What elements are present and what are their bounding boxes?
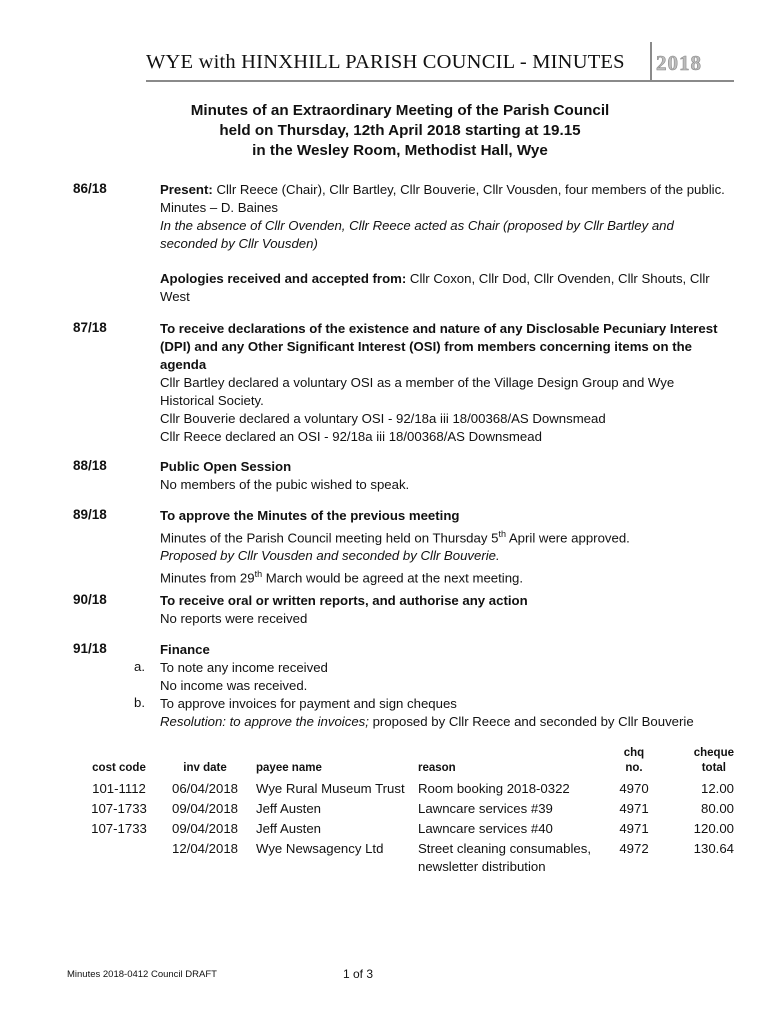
meeting-title xyxy=(100,101,700,161)
cell-inv-date: 09/04/2018 xyxy=(171,821,238,836)
apologies-paragraph xyxy=(160,270,725,306)
sub-item-a-text: To note any income received xyxy=(160,660,328,675)
header-payee: payee name xyxy=(256,762,322,774)
table-row xyxy=(80,800,734,820)
header-year: 2018 xyxy=(656,51,702,75)
resolution-line xyxy=(160,713,725,731)
cell-cost-code: 101-1112 xyxy=(92,781,146,796)
cell-chq-no: 4970 xyxy=(619,781,649,796)
cell-total: 12.00 xyxy=(700,781,734,796)
ordinal-suffix: th xyxy=(254,569,263,580)
header-separator xyxy=(650,42,652,82)
header-cost-code: cost code xyxy=(92,762,146,774)
declaration-3: Cllr Reece declared an OSI - 92/18a iii 18/00368/AS Downsmead xyxy=(160,429,542,444)
header-chq-top: chq xyxy=(623,747,645,759)
cell-cost-code xyxy=(80,840,158,878)
table-row xyxy=(80,840,734,878)
header-reason: reason xyxy=(418,762,456,774)
item-number: 89/18 xyxy=(73,507,107,522)
cell-cost-code: 107-1733 xyxy=(91,821,147,836)
header-title: WYE with HINXHILL PARISH COUNCIL - MINUTES xyxy=(146,51,625,73)
resolution-text: proposed by Cllr Reece and seconded by Cllr Bouverie xyxy=(368,714,694,729)
declaration-1: Cllr Bartley declared a voluntary OSI as a member of the Village Design Group and Wye Historical Society. xyxy=(160,375,675,408)
item-body xyxy=(160,507,725,588)
item-heading: Finance xyxy=(160,642,210,657)
cell-inv-date: 09/04/2018 xyxy=(171,801,238,816)
cell-inv-date: 12/04/2018 xyxy=(171,841,238,856)
table-header-row xyxy=(80,746,734,780)
resolution-label: Resolution: to approve the invoices; xyxy=(160,714,369,729)
item-number: 90/18 xyxy=(73,592,107,607)
footer-document-name: Minutes 2018-0412 Council DRAFT xyxy=(67,969,217,980)
header-cheque-top: cheque xyxy=(693,747,734,759)
deferral-text-start: Minutes from 29 xyxy=(160,570,255,586)
cell-reason: Lawncare services #40 xyxy=(418,821,553,836)
item-number: 91/18 xyxy=(73,641,107,656)
cell-reason: Room booking 2018-0322 xyxy=(418,781,570,796)
header-cheque-bottom: total xyxy=(701,762,726,774)
cell-payee: Wye Newsagency Ltd xyxy=(256,841,384,856)
cell-payee: Jeff Austen xyxy=(256,801,322,816)
header-chq-bottom: no. xyxy=(625,762,643,774)
table-row xyxy=(80,820,734,840)
sub-item-b-text: To approve invoices for payment and sign cheques xyxy=(160,696,457,711)
present-paragraph xyxy=(160,181,725,217)
header-cheque-total xyxy=(664,746,734,780)
title-line-1: Minutes of an Extraordinary Meeting of the Parish Council xyxy=(190,102,610,119)
cell-chq-no: 4972 xyxy=(619,841,649,856)
cell-payee: Jeff Austen xyxy=(256,821,322,836)
header-rule xyxy=(146,80,734,82)
cell-reason: Lawncare services #39 xyxy=(418,801,553,816)
cell-chq-no: 4971 xyxy=(619,801,649,816)
deferral-text-end: March would be agreed at the next meeting. xyxy=(262,570,524,586)
cell-total: 130.64 xyxy=(693,841,734,856)
apologies-text: Cllr Coxon, Cllr Dod, Cllr Ovenden, Cllr Shouts, Cllr West xyxy=(160,271,710,304)
cell-cost-code: 107-1733 xyxy=(91,801,147,816)
ordinal-suffix: th xyxy=(498,529,506,539)
header-chq-no xyxy=(604,746,664,780)
item-number: 88/18 xyxy=(73,458,107,473)
present-text: Cllr Reece (Chair), Cllr Bartley, Cllr Bouverie, Cllr Vousden, four members of the public. Minutes – D. Baines xyxy=(160,182,725,215)
approval-line xyxy=(160,525,725,547)
item-text: No members of the pubic wished to speak. xyxy=(160,477,410,492)
footer-page-number: 1 of 3 xyxy=(343,967,374,981)
cell-inv-date: 06/04/2018 xyxy=(171,781,238,796)
item-body xyxy=(160,641,725,731)
proposal-line: Proposed by Cllr Vousden and seconded by Cllr Bouverie. xyxy=(160,548,500,564)
present-label: Present: xyxy=(160,182,213,197)
cell-chq-no: 4971 xyxy=(619,821,649,836)
invoice-table xyxy=(80,746,734,878)
item-heading: Public Open Session xyxy=(160,459,292,474)
table-row xyxy=(80,780,734,800)
deferral-line xyxy=(160,565,725,587)
item-body xyxy=(160,458,725,494)
cell-payee: Wye Rural Museum Trust xyxy=(256,781,405,796)
sub-item-letter-b: b. xyxy=(134,695,145,710)
cell-reason: Street cleaning consumables, newsletter distribution xyxy=(418,841,592,874)
page-header xyxy=(146,42,734,82)
item-number: 87/18 xyxy=(73,320,107,335)
title-line-2: held on Thursday, 12th April 2018 starting at 19.15 xyxy=(219,122,581,139)
item-heading: To receive oral or written reports, and authorise any action xyxy=(160,593,528,608)
approval-text-start: Minutes of the Parish Council meeting held on Thursday 5 xyxy=(160,530,499,546)
cell-total: 120.00 xyxy=(693,821,734,836)
sub-item-letter-a: a. xyxy=(134,659,145,674)
cell-total: 80.00 xyxy=(700,801,734,816)
apologies-label: Apologies received and accepted from: xyxy=(160,271,407,286)
title-line-3: in the Wesley Room, Methodist Hall, Wye xyxy=(252,142,548,159)
item-number: 86/18 xyxy=(73,181,107,196)
item-heading: To receive declarations of the existence and nature of any Disclosable Pecuniary Interest (DPI) and any Other Significant Interest (OSI) from members concerning items on the agenda xyxy=(160,321,718,372)
item-heading: To approve the Minutes of the previous meeting xyxy=(160,508,460,523)
approval-text-end: April were approved. xyxy=(505,530,630,546)
item-text: No reports were received xyxy=(160,611,308,626)
absence-note: In the absence of Cllr Ovenden, Cllr Reece acted as Chair (proposed by Cllr Bartley and seconded by Cllr Vousden) xyxy=(160,218,674,251)
item-body xyxy=(160,320,725,446)
sub-item-a-note: No income was received. xyxy=(160,678,308,693)
item-body xyxy=(160,181,725,306)
header-inv-date: inv date xyxy=(183,762,227,774)
item-body xyxy=(160,592,725,628)
declaration-2: Cllr Bouverie declared a voluntary OSI - 92/18a iii 18/00368/AS Downsmead xyxy=(160,411,606,426)
